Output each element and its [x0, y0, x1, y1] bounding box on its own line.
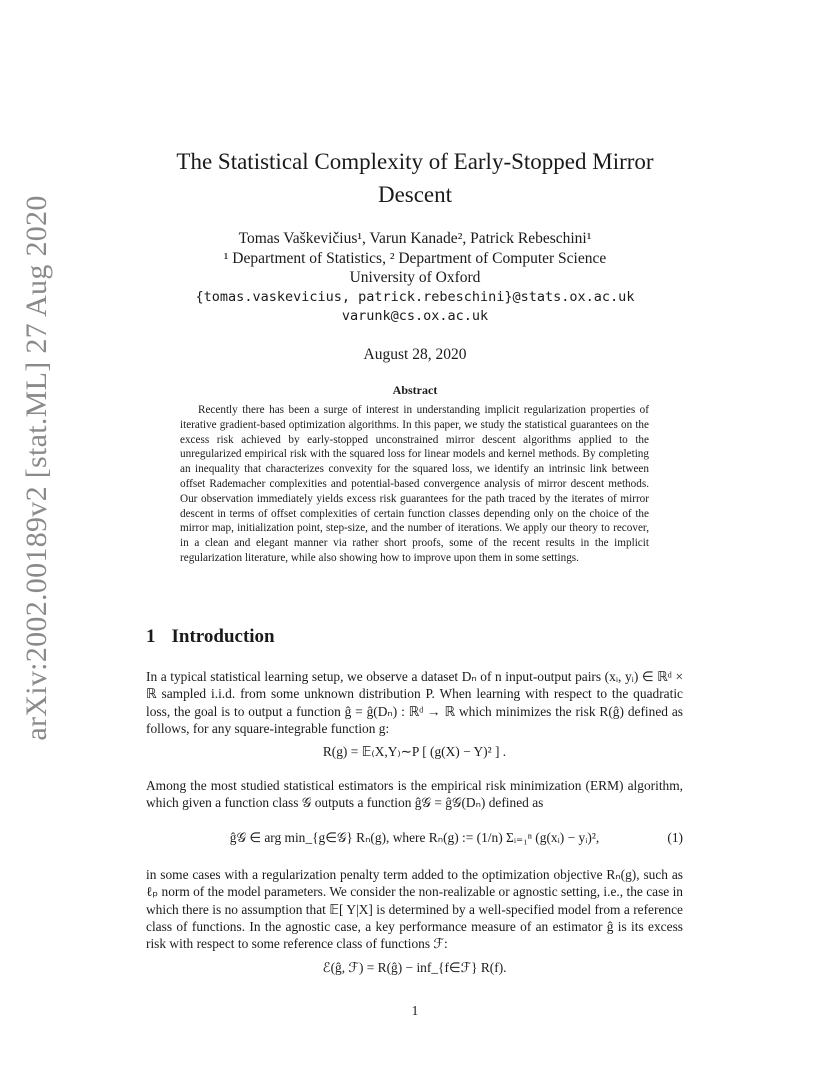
paper-title — [145, 145, 685, 211]
title-line-2: Descent — [377, 182, 453, 207]
author-block — [145, 229, 685, 327]
erm-equation: ĝ𝒢 ∈ arg min_{g∈𝒢} Rₙ(g), where Rₙ(g) := (1/n) Σᵢ₌₁ⁿ (g(xᵢ) − yᵢ)², — [229, 830, 600, 845]
page-number: 1 — [411, 1003, 419, 1018]
title-line-1: The Statistical Complexity of Early-Stopped Mirror — [176, 149, 654, 174]
excess-risk-equation: ℰ(ĝ, ℱ) = R(ĝ) − inf_{f∈ℱ} R(f). — [322, 960, 507, 975]
email-line-2: varunk@cs.ox.ac.uk — [341, 308, 489, 324]
paper-date: August 28, 2020 — [363, 346, 467, 363]
email-line-1: {tomas.vaskevicius, patrick.rebeschini}@stats.ox.ac.uk — [195, 288, 635, 305]
intro-paragraph-2: Among the most studied statistical estimators is the empirical risk minimization (ERM) algorithm, which given a function class 𝒢 outputs a function ĝ𝒢 = ĝ𝒢(Dₙ) defined as — [146, 778, 683, 811]
section-number: 1 — [146, 626, 156, 647]
erm-equation-row — [146, 830, 683, 846]
abstract-heading: Abstract — [392, 383, 438, 397]
equation-number: (1) — [667, 830, 683, 845]
section-title: Introduction — [171, 626, 275, 647]
abstract-text: Recently there has been a surge of interest in understanding implicit regularization properties of iterative gradient-based optimization algorithms. In this paper, we study the statistical guarantees on the excess risk achieved by early-stopped unconstrained mirror descent algorithms applied to the unregularized empirical risk with the squared loss for linear models and kernel methods. By completing an inequality that characterizes convexity for the squared loss, we identify an intrinsic link between offset Rademacher complexities and potential-based convergence analysis of mirror descent methods. Our observation immediately yields excess risk guarantees for the path traced by the iterates of mirror descent in terms of offset complexities of certain function classes depending only on the choice of the mirror map, initialization point, step-size, and the number of iterations. We apply our theory to recover, in a clean and elegant manner via rather short proofs, some of the recent results in the implicit regularization literature, while also showing how to improve upon them in some settings. — [180, 404, 649, 564]
risk-equation: R(g) = 𝔼₍X,Y₎∼P [ (g(X) − Y)² ] . — [322, 744, 507, 759]
author-names: Tomas Vaškevičius¹, Varun Kanade², Patrick Rebeschini¹ — [238, 230, 592, 247]
arxiv-identifier: arXiv:2002.00189v2 [stat.ML] 27 Aug 2020 — [20, 195, 53, 741]
section-heading — [146, 626, 275, 648]
arxiv-sidebar — [12, 0, 62, 1072]
intro-paragraph-3: in some cases with a regularization penalty term added to the optimization objective Rₙ(g), such as ℓₚ norm of the model parameters. We consider the non-realizable or agnostic setting, i.e., the case in which there is no assumption that 𝔼[ Y|X] is determined by a well-specified model from a reference class of functions. In the agnostic case, a key performance measure of an estimator ĝ is its excess risk with respect to some reference class of functions ℱ: — [146, 867, 683, 952]
affiliation-line-1: ¹ Department of Statistics, ² Department of Computer Science — [223, 249, 607, 267]
affiliation-line-2: University of Oxford — [349, 269, 481, 286]
intro-paragraph-1: In a typical statistical learning setup, we observe a dataset Dₙ of n input-output pairs (xᵢ, yᵢ) ∈ ℝᵈ × ℝ sampled i.i.d. from some unknown distribution P. When learning with respect to the quadratic loss, the goal is to output a function ĝ = ĝ(Dₙ) : ℝᵈ → ℝ which minimizes the risk R(ĝ) defined as follows, for any square-integrable function g: — [146, 669, 683, 736]
